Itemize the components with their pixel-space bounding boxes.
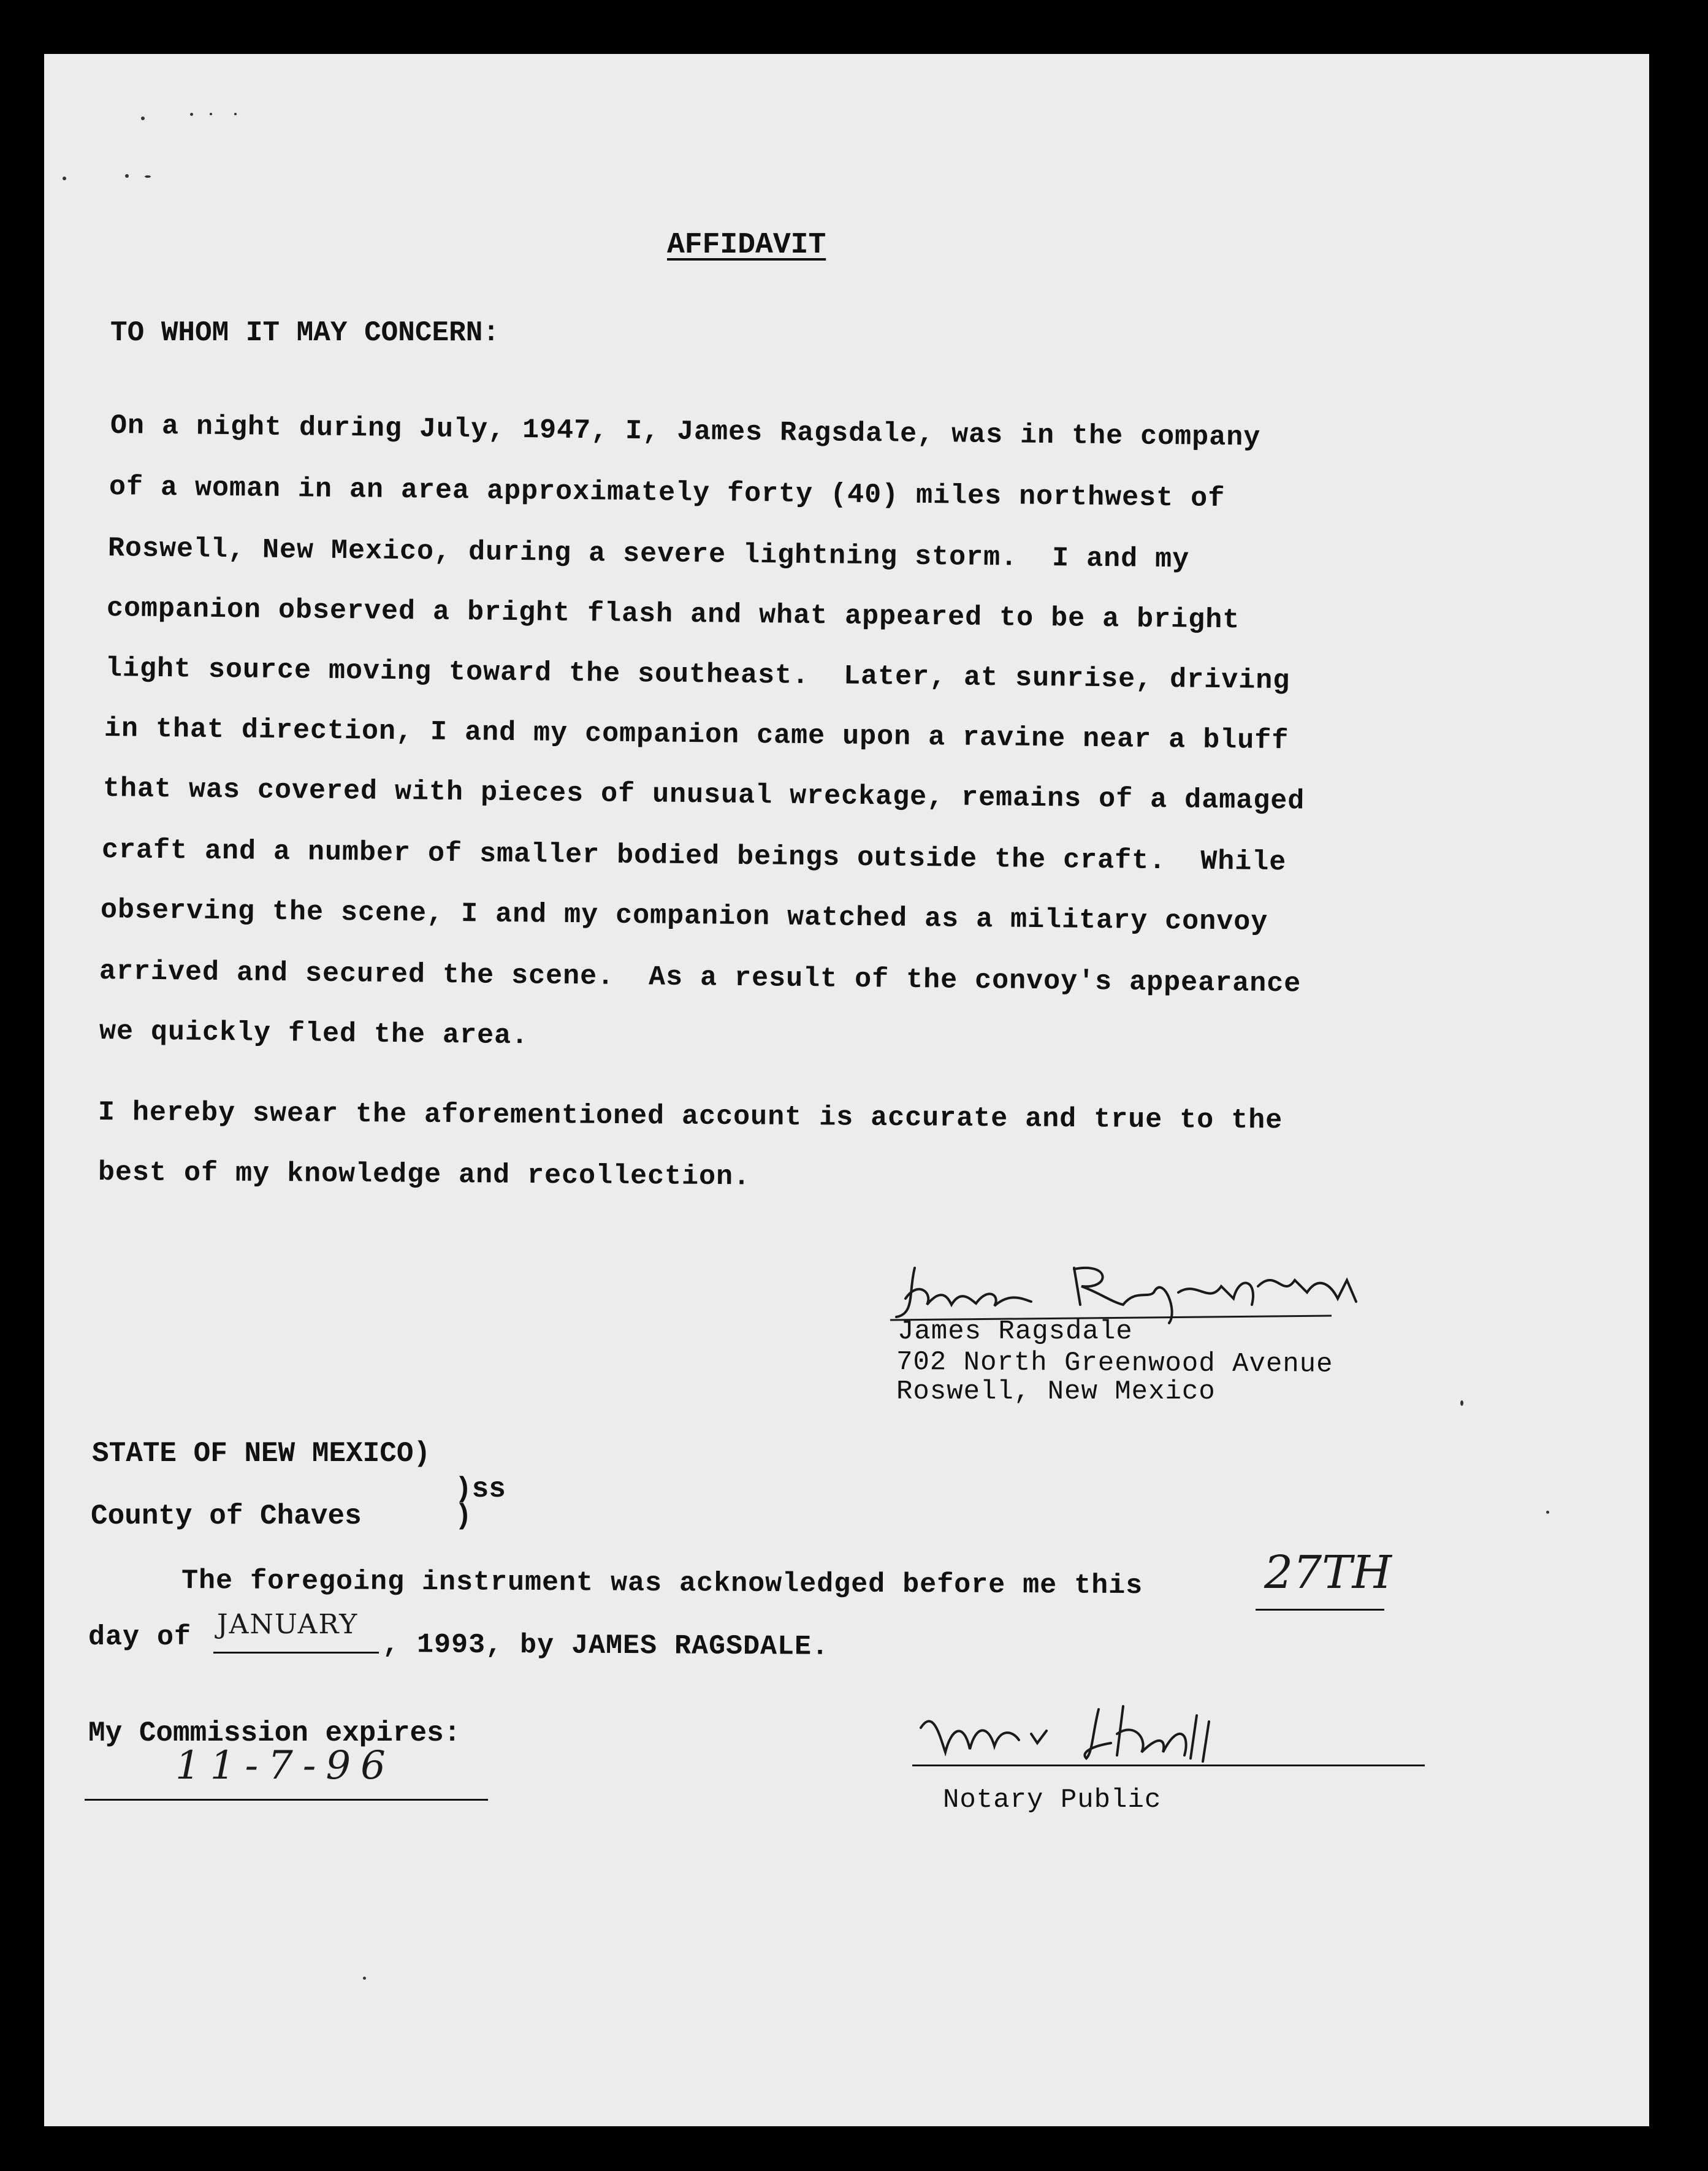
venue-ss: )ss [455,1473,506,1505]
affiant-name: James Ragsdale [898,1316,1133,1347]
salutation: TO WHOM IT MAY CONCERN: [110,317,500,349]
acknowledgment-day-handwritten: 27TH [1264,1546,1392,1599]
day-blank-line [1256,1609,1384,1611]
document-title: AFFIDAVIT [667,229,826,262]
affiant-address-line1: 702 North Greenwood Avenue [896,1347,1333,1380]
commission-date-handwritten: 11-7-96 [175,1743,395,1788]
scan-speck [190,113,193,116]
notary-label: Notary Public [943,1785,1162,1815]
body-line: that was covered with pieces of unusual wreckage, remains of a damaged [102,773,1305,817]
scan-speck [363,1977,366,1980]
body-line: light source moving toward the southeast. Later, at sunrise, driving [105,653,1291,697]
scan-speck [141,116,145,120]
body-line: On a night during July, 1947, I, James Ragsdale, was in the company [110,410,1261,454]
venue-county: County of Chaves [91,1500,362,1532]
oath-line: I hereby swear the aforementioned account is accurate and true to the [97,1097,1283,1137]
notary-signature [915,1697,1344,1771]
scan-speck [210,113,212,115]
scan-speck [145,175,151,178]
body-line: in that direction, I and my companion came upon a ravine near a bluff [104,713,1289,757]
acknowledgment-line2-suffix: , 1993, by JAMES RAGSDALE. [382,1629,829,1663]
body-line: Roswell, New Mexico, during a severe lightning storm. I and my [107,533,1190,576]
affiant-address-line2: Roswell, New Mexico [896,1376,1216,1407]
scan-speck [63,177,66,180]
notary-signature-line [912,1765,1425,1766]
body-line: observing the scene, I and my companion watched as a military convoy [100,895,1268,938]
scan-speck [1460,1400,1463,1406]
acknowledgment-line1: The foregoing instrument was acknowledged before me this [181,1565,1143,1602]
affidavit-page [44,54,1649,2126]
body-line: arrived and secured the scene. As a result of the convoy's appearance [99,956,1302,1000]
acknowledgment-month-handwritten: JANUARY [217,1609,359,1640]
body-line: companion observed a bright flash and what appeared to be a bright [106,593,1240,636]
scan-speck [234,113,237,115]
body-line: craft and a number of smaller bodied beings outside the craft. While [101,834,1287,879]
commission-label: My Commission expires: [88,1717,461,1749]
scan-speck [125,174,129,178]
oath-line: best of my knowledge and recollection. [97,1157,751,1193]
body-line: of a woman in an area approximately forty (40) miles northwest of [109,471,1226,515]
scan-speck [1546,1511,1549,1514]
body-line: we quickly fled the area. [99,1016,529,1052]
acknowledgment-line2-prefix: day of [88,1622,192,1653]
venue-county-paren: ) [455,1500,472,1532]
commission-blank-line [85,1799,488,1801]
venue-state: STATE OF NEW MEXICO) [92,1438,431,1470]
month-blank-line [213,1652,379,1654]
